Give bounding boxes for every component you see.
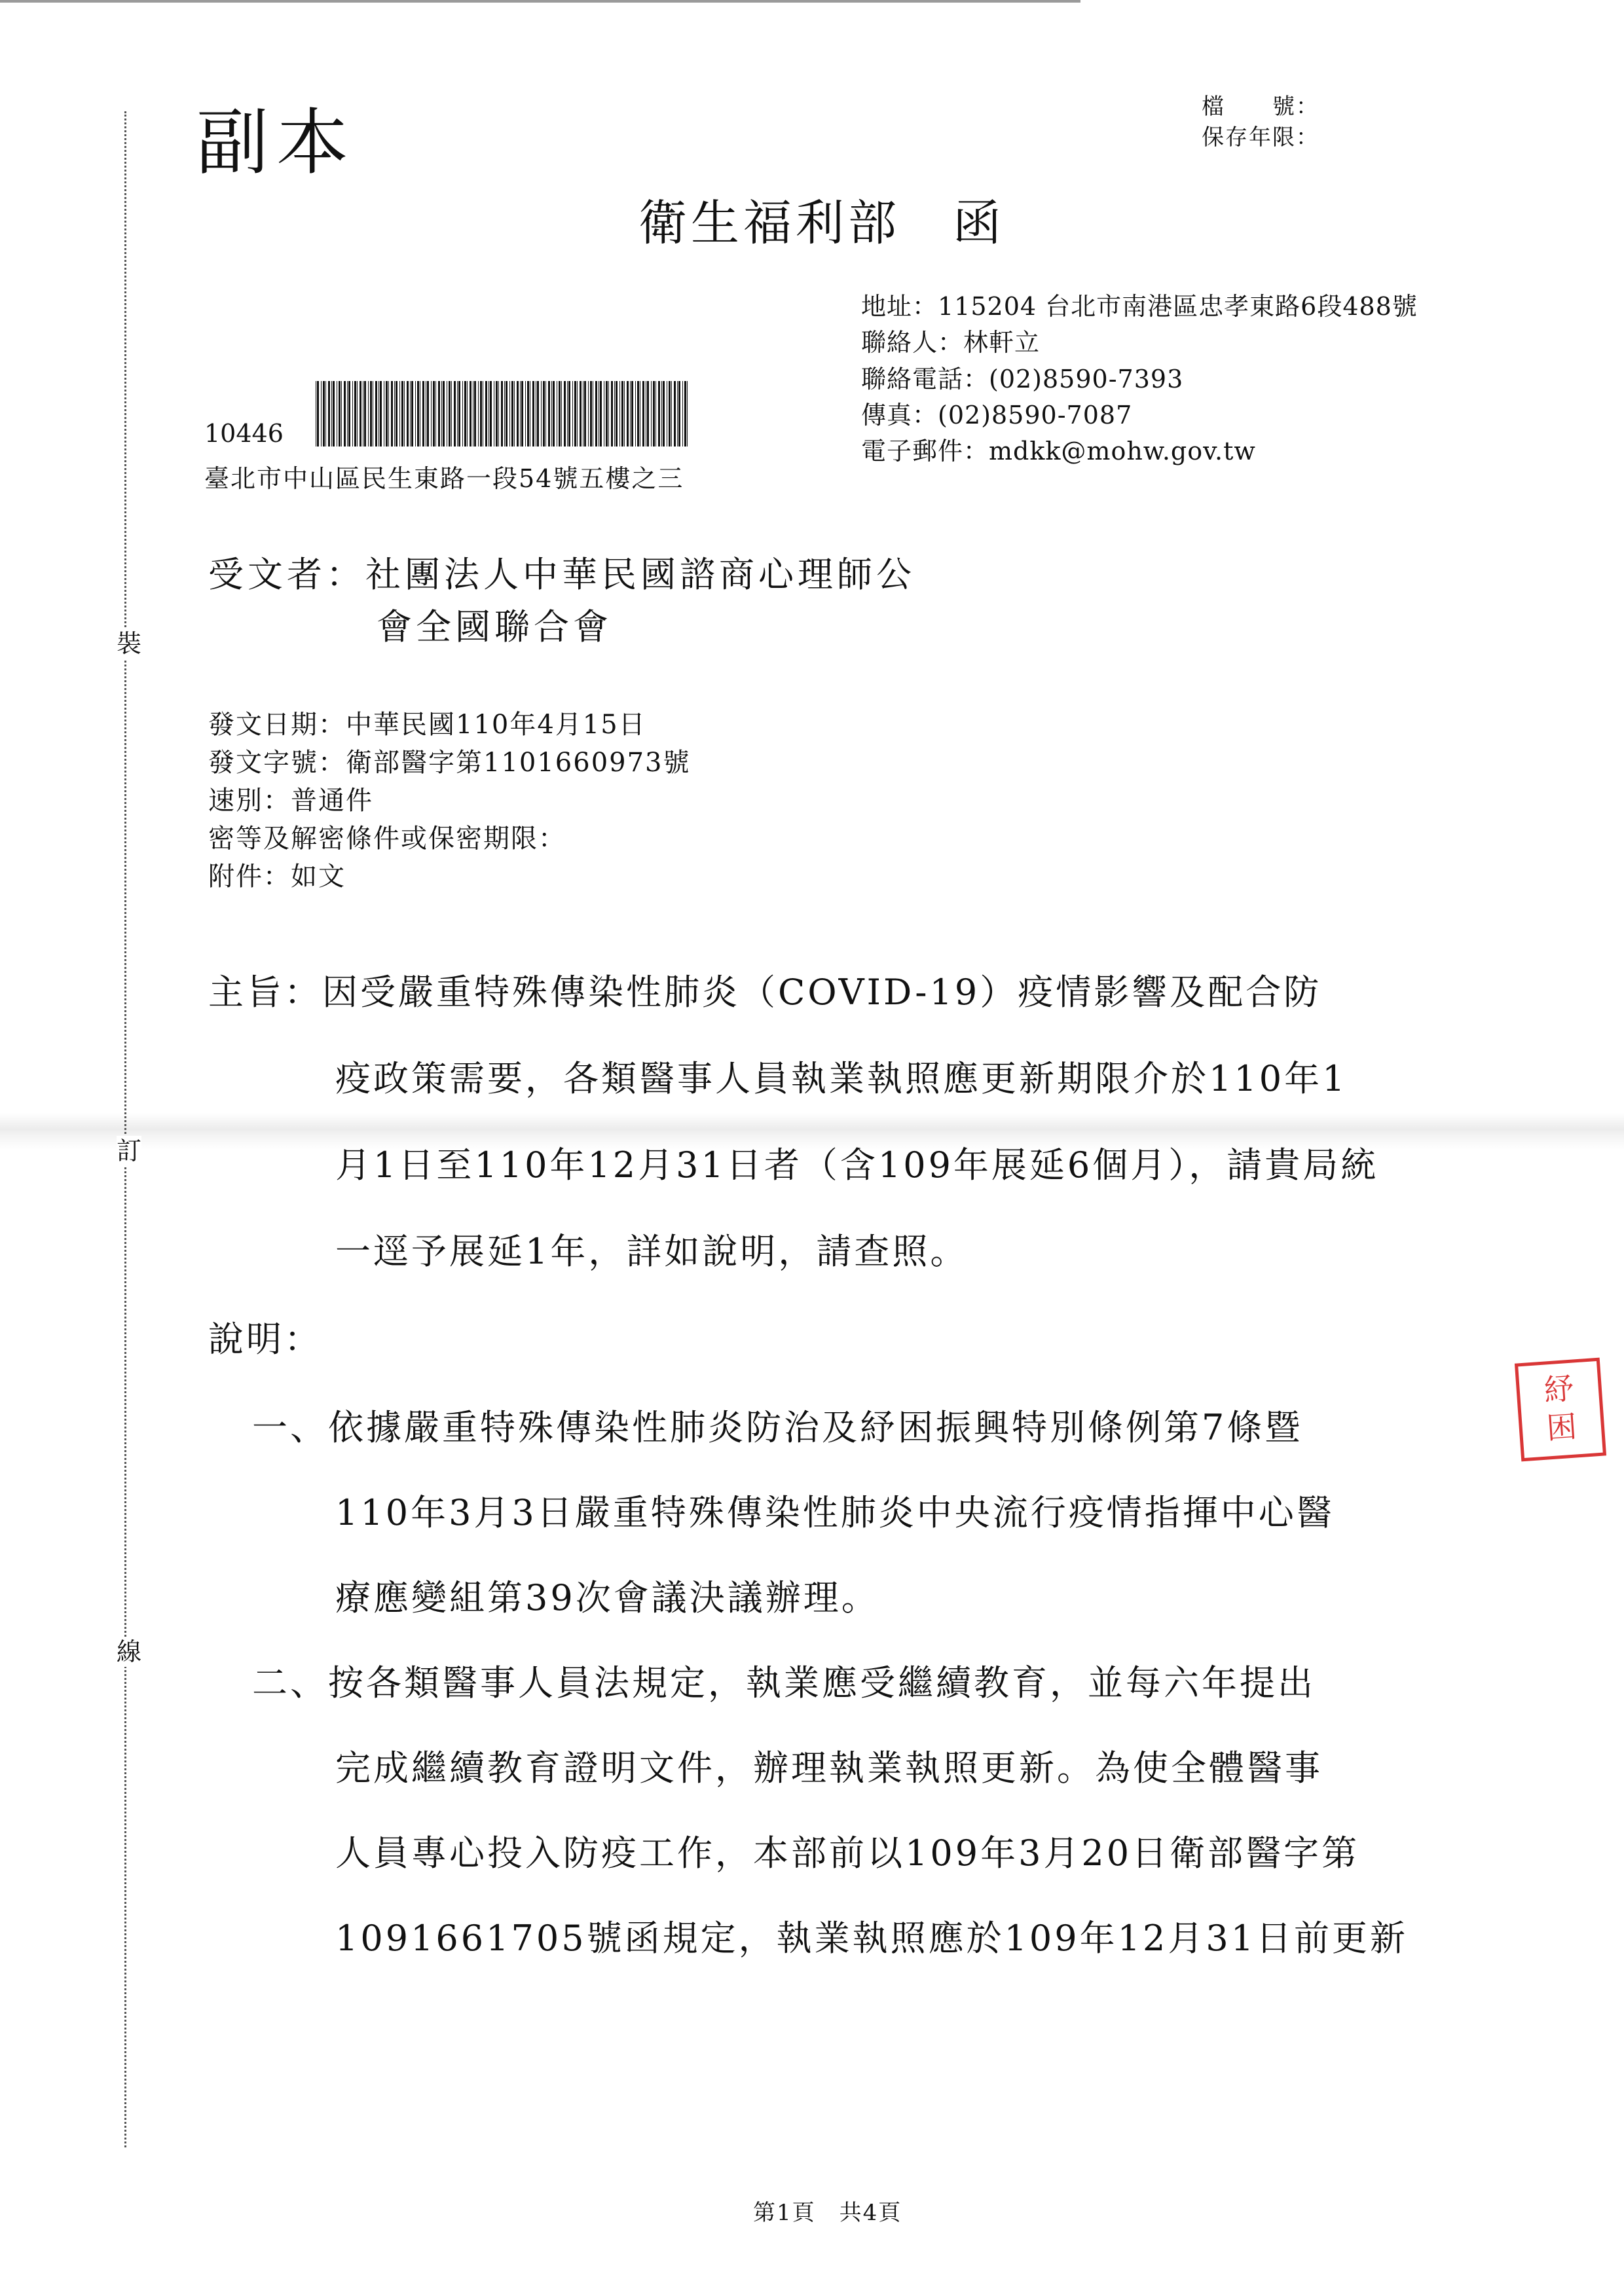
barcode-bar	[580, 381, 581, 446]
contact-fax: 傳真：(02)8590-7087	[861, 401, 1133, 429]
barcode-bar	[548, 381, 550, 446]
subject-line-3: 月1日至110年12月31日者（含109年展延6個月），請貴局統	[335, 1144, 1379, 1186]
barcode-bar	[498, 381, 499, 446]
barcode-bar	[449, 381, 451, 446]
barcode-bar	[511, 381, 513, 446]
barcode-bar	[454, 381, 456, 446]
subject-line-1: 主旨：因受嚴重特殊傳染性肺炎（COVID-19）疫情影響及配合防	[208, 972, 1322, 1013]
barcode-bar	[678, 381, 680, 446]
barcode-bar	[517, 381, 519, 446]
barcode-bar	[653, 381, 655, 446]
barcode-bar	[364, 381, 366, 446]
barcode-bar	[443, 381, 445, 446]
barcode-bar	[687, 381, 688, 446]
barcode-bar	[386, 381, 388, 446]
barcode-bar	[627, 381, 629, 446]
barcode-bar	[663, 381, 665, 446]
explanation-heading: 說明：	[208, 1319, 322, 1360]
barcode-bar	[647, 381, 649, 446]
mailing-address: 臺北市中山區民生東路一段54號五樓之三	[204, 464, 684, 493]
binding-char-bottom: 線	[117, 1637, 142, 1666]
agency-name: 衛生福利部	[638, 195, 900, 251]
official-seal: 紓 困	[1515, 1358, 1606, 1462]
barcode-bar	[624, 381, 625, 446]
barcode-bar	[370, 381, 372, 446]
barcode-bar	[360, 381, 361, 446]
copy-mark: 副本	[196, 101, 356, 185]
explanation-item-2-line-2: 完成繼續教育證明文件，辦理執業執照更新。為使全體醫事	[335, 1747, 1323, 1789]
file-number-label: 檔 號：	[1202, 94, 1320, 120]
barcode-bar	[635, 381, 636, 446]
barcode-bar	[564, 381, 566, 446]
page-number: 第1頁 共4頁	[753, 2200, 902, 2226]
barcode-bar	[572, 381, 573, 446]
barcode-bar	[577, 381, 578, 446]
barcode-bar	[464, 381, 466, 446]
barcode-bar	[427, 381, 429, 446]
barcode-bar	[541, 381, 542, 446]
barcode-bar	[655, 381, 656, 446]
barcode-bar	[614, 381, 615, 446]
barcode-bar	[344, 381, 346, 446]
barcode-bar	[368, 381, 369, 446]
barcode-bar	[317, 381, 319, 446]
barcode-bar	[433, 381, 435, 446]
barcode-bar	[521, 381, 523, 446]
contact-phone: 聯絡電話：(02)8590-7393	[861, 365, 1184, 393]
barcode-bar	[411, 381, 413, 446]
barcode-bar	[339, 381, 341, 446]
barcode-bar	[504, 381, 505, 446]
barcode-bar	[600, 381, 602, 446]
barcode-bar	[525, 381, 526, 446]
barcode-bar	[537, 381, 539, 446]
barcode-bar	[588, 381, 589, 446]
barcode-bar	[467, 381, 468, 446]
barcode-bar	[637, 381, 639, 446]
barcode-bar	[543, 381, 545, 446]
barcode-bar	[682, 381, 683, 446]
barcode-bar	[331, 381, 332, 446]
barcode-bar	[553, 381, 555, 446]
barcode-bar	[457, 381, 458, 446]
barcode-bar	[651, 381, 652, 446]
barcode-bar	[325, 381, 326, 446]
barcode-bar	[458, 381, 460, 446]
barcode-bar	[606, 381, 608, 446]
barcode-bar	[415, 381, 416, 446]
barcode-bar	[642, 381, 644, 446]
explanation-item-1-line-3: 療應變組第39次會議決議辦理。	[335, 1577, 879, 1618]
barcode-bar	[480, 381, 482, 446]
barcode-bar	[595, 381, 597, 446]
barcode-bar	[485, 381, 487, 446]
barcode-bar	[545, 381, 546, 446]
barcode-bar	[496, 381, 498, 446]
explanation-item-2-line-3: 人員專心投入防疫工作，本部前以109年3月20日衛部醫字第	[335, 1832, 1360, 1874]
explanation-item-2-line-4: 1091661705號函規定，執業執照應於109年12月31日前更新	[335, 1918, 1409, 1959]
barcode	[314, 381, 691, 446]
delivery-speed: 速別：普通件	[208, 786, 373, 816]
barcode-bar	[478, 381, 479, 446]
barcode-bar	[321, 381, 322, 446]
barcode-bar	[616, 381, 618, 446]
barcode-bar	[348, 381, 350, 446]
barcode-bar	[396, 381, 397, 446]
barcode-bar	[375, 381, 377, 446]
barcode-bar	[323, 381, 325, 446]
explanation-item-2-line-1: 二、按各類醫事人員法規定，執業應受繼續教育，並每六年提出	[252, 1662, 1316, 1704]
subject-line-4: 一逕予展延1年，詳如說明，請查照。	[335, 1231, 969, 1272]
barcode-bar	[658, 381, 660, 446]
barcode-bar	[514, 381, 515, 446]
barcode-bar	[391, 381, 393, 446]
barcode-bar	[474, 381, 476, 446]
barcode-bar	[590, 381, 592, 446]
barcode-bar	[551, 381, 552, 446]
barcode-bar	[341, 381, 342, 446]
barcode-bar	[438, 381, 440, 446]
explanation-item-1-line-1: 一、依據嚴重特殊傳染性肺炎防治及紓困振興特別條例第7條暨	[252, 1407, 1303, 1448]
contact-email: 電子郵件：mdkk@mohw.gov.tw	[861, 437, 1256, 465]
agency-title	[638, 185, 1005, 254]
barcode-bar	[431, 381, 432, 446]
barcode-bar	[404, 381, 405, 446]
barcode-bar	[532, 381, 534, 446]
barcode-bar	[328, 381, 330, 446]
mailing-postcode: 10446	[204, 419, 284, 448]
barcode-bar	[417, 381, 419, 446]
barcode-bar	[422, 381, 424, 446]
retention-label: 保存年限：	[1202, 124, 1320, 151]
barcode-bar	[520, 381, 521, 446]
barcode-bar	[451, 381, 452, 446]
document-type: 函	[953, 195, 1005, 251]
barcode-bar	[584, 381, 586, 446]
barcode-bar	[619, 381, 620, 446]
barcode-bar	[574, 381, 576, 446]
barcode-bar	[352, 381, 353, 446]
barcode-bar	[506, 381, 507, 446]
barcode-bar	[561, 381, 562, 446]
barcode-bar	[677, 381, 678, 446]
barcode-bar	[470, 381, 471, 446]
barcode-bar	[608, 381, 609, 446]
barcode-bar	[347, 381, 348, 446]
barcode-bar	[684, 381, 686, 446]
barcode-bar	[410, 381, 411, 446]
barcode-bar	[674, 381, 676, 446]
issue-date: 發文日期：中華民國110年4月15日	[208, 710, 646, 740]
explanation-item-1-line-2: 110年3月3日嚴重特殊傳染性肺炎中央流行疫情指揮中心醫	[335, 1492, 1335, 1533]
contact-person: 聯絡人：林軒立	[861, 328, 1041, 357]
barcode-bar	[631, 381, 633, 446]
barcode-bar	[661, 381, 662, 446]
barcode-bar	[380, 381, 382, 446]
scan-edge	[0, 0, 1080, 3]
barcode-bar	[501, 381, 503, 446]
attachment: 附件：如文	[208, 862, 346, 892]
classification: 密等及解密條件或保密期限：	[208, 824, 566, 854]
barcode-bar	[509, 381, 510, 446]
barcode-bar	[611, 381, 613, 446]
barcode-bar	[357, 381, 358, 446]
barcode-bar	[435, 381, 436, 446]
barcode-bar	[407, 381, 409, 446]
barcode-bar	[568, 381, 570, 446]
barcode-bar	[630, 381, 631, 446]
barcode-bar	[559, 381, 561, 446]
binding-char-mid: 訂	[117, 1137, 142, 1165]
barcode-bar	[394, 381, 395, 446]
subject-line-2: 疫政策需要，各類醫事人員執業執照應更新期限介於110年1	[335, 1058, 1348, 1099]
barcode-bar	[388, 381, 389, 446]
barcode-bar	[354, 381, 356, 446]
recipient-line-1: 受文者：社團法人中華民國諮商心理師公	[208, 554, 915, 595]
contact-address: 地址：115204 台北市南港區忠孝東路6段488號	[861, 292, 1418, 321]
barcode-bar	[333, 381, 335, 446]
barcode-bar	[462, 381, 463, 446]
barcode-bar	[669, 381, 671, 446]
recipient-line-2: 會全國聯合會	[377, 606, 612, 647]
barcode-bar	[527, 381, 529, 446]
binding-line	[124, 111, 126, 2147]
barcode-bar	[399, 381, 400, 446]
barcode-bar	[441, 381, 442, 446]
barcode-bar	[378, 381, 379, 446]
document-number: 發文字號：衛部醫字第1101660973號	[208, 748, 691, 778]
barcode-bar	[490, 381, 492, 446]
barcode-bar	[401, 381, 403, 446]
barcode-bar	[621, 381, 623, 446]
barcode-bar	[671, 381, 672, 446]
barcode-bar	[567, 381, 568, 446]
binding-char-top: 裝	[117, 629, 142, 658]
